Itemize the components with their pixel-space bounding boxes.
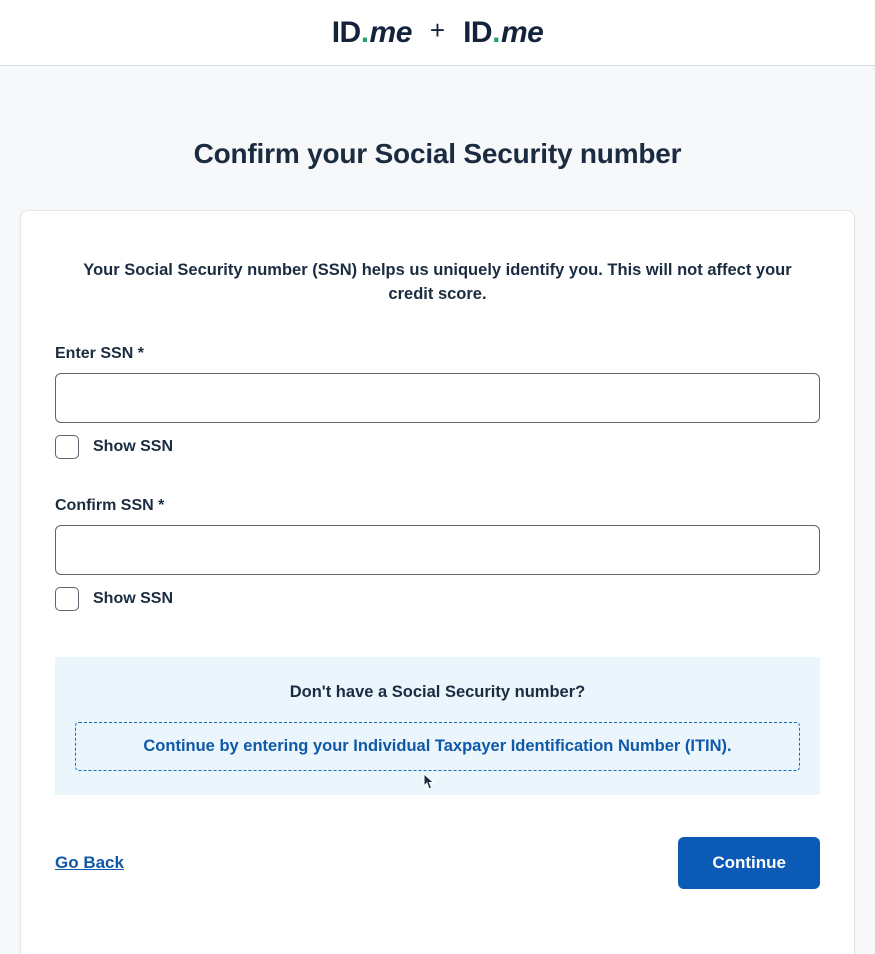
logo-dot: . <box>360 15 369 49</box>
page-title: Confirm your Social Security number <box>193 138 682 169</box>
confirm-ssn-field-block <box>55 497 820 611</box>
itin-link-wrapper[interactable] <box>75 722 800 771</box>
show-confirm-ssn-row[interactable] <box>55 587 820 611</box>
logo-me-text: me <box>369 15 412 49</box>
itin-link[interactable]: Continue by entering your Individual Taxpayer Identification Number (ITIN). <box>143 736 732 755</box>
logo-row <box>332 16 544 50</box>
itin-question: Don't have a Social Security number? <box>289 682 586 701</box>
go-back-link[interactable]: Go Back <box>55 852 124 872</box>
itin-info-box <box>55 657 820 795</box>
continue-button[interactable]: Continue <box>678 837 820 889</box>
partner-logo-me-text: me <box>500 15 544 49</box>
partner-logo-id-text: ID <box>463 15 493 49</box>
site-header <box>0 0 875 66</box>
show-confirm-ssn-checkbox[interactable] <box>55 587 79 611</box>
idme-logo-primary[interactable] <box>332 16 412 50</box>
logo-id-text: ID <box>331 15 361 49</box>
show-ssn-checkbox[interactable] <box>55 435 79 459</box>
ssn-field-block <box>55 345 820 459</box>
ssn-form-card <box>20 210 855 954</box>
show-confirm-ssn-label: Show SSN <box>93 589 174 607</box>
show-ssn-label: Show SSN <box>93 437 174 455</box>
idme-logo-partner[interactable] <box>463 16 543 50</box>
logo-separator-plus: + <box>429 15 446 45</box>
intro-text: Your Social Security number (SSN) helps us uniquely identify you. This will not affect your credit score. <box>83 261 792 303</box>
show-ssn-row[interactable] <box>55 435 820 459</box>
partner-logo-dot: . <box>492 15 500 49</box>
confirm-ssn-label: Confirm SSN * <box>55 496 165 514</box>
page-body <box>0 66 875 954</box>
confirm-ssn-input[interactable] <box>55 525 820 575</box>
ssn-label: Enter SSN * <box>55 344 144 362</box>
ssn-input[interactable] <box>55 373 820 423</box>
form-actions <box>55 837 820 889</box>
